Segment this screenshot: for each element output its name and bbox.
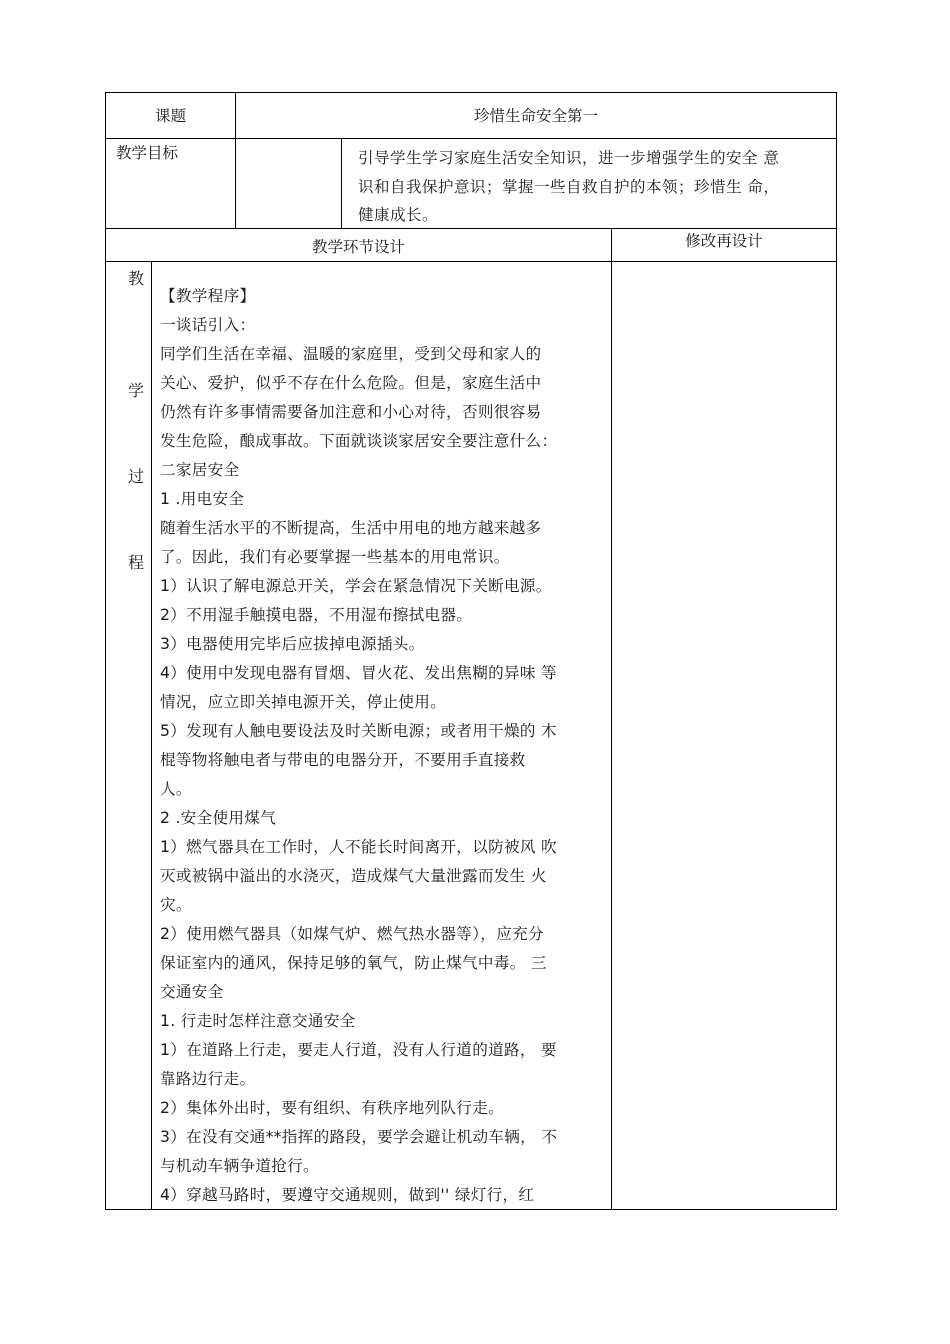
- body-line: 2）集体外出时，要有组织、有秩序地列队行走。: [160, 1099, 504, 1117]
- body-line: 1）认识了解电源总开关，学会在紧急情况下关断电源。: [160, 577, 552, 595]
- process-char-1: 教: [128, 269, 145, 288]
- table-top-border: [105, 92, 837, 93]
- body-line: 一谈话引入：: [160, 316, 256, 334]
- body-line: 灭或被锅中溢出的水浇灭，造成煤气大量泄露而发生 火: [160, 867, 547, 885]
- body-line: 4）使用中发现电器有冒烟、冒火花、发出焦糊的异味 等: [160, 664, 557, 682]
- body-line: 3）在没有交通**指挥的路段，要学会避让机动车辆， 不: [160, 1128, 558, 1146]
- body-line: 了。因此，我们有必要掌握一些基本的用电常识。: [160, 548, 510, 566]
- body-line: 棍等物将触电者与带电的电器分开，不要用手直接救: [160, 751, 526, 769]
- design-section-label: 教学环节设计: [311, 238, 405, 256]
- body-line: 1）在道路上行走，要走人行道，没有人行道的道路， 要: [160, 1041, 557, 1059]
- revise-column-divider: [611, 228, 612, 1210]
- body-line: 【教学程序】: [160, 287, 256, 305]
- body-line: 灾。: [160, 896, 192, 914]
- body-line: 与机动车辆争道抢行。: [160, 1157, 319, 1175]
- table-left-border: [105, 92, 106, 1210]
- process-label-divider: [151, 261, 152, 1210]
- row-divider-section: [105, 261, 837, 262]
- body-line: 交通安全: [160, 983, 224, 1001]
- body-line: 二家居安全: [160, 461, 240, 479]
- body-line: 1. 行走时怎样注意交通安全: [160, 1012, 356, 1030]
- topic-title: 珍惜生命安全第一: [473, 107, 598, 125]
- body-line: 2）使用燃气器具（如煤气炉、燃气热水器等），应充分: [160, 925, 544, 943]
- body-line: 人。: [160, 780, 192, 798]
- process-char-4: 程: [128, 553, 145, 572]
- table-right-border: [836, 92, 837, 1210]
- body-line: 情况，应立即关掉电源开关，停止使用。: [160, 693, 447, 711]
- body-line: 4）穿越马路时，要遵守交通规则，做到'' 绿灯行，红: [160, 1186, 535, 1204]
- body-line: 随着生活水平的不断提高，生活中用电的地方越来越多: [160, 519, 542, 537]
- objective-line-3: 健康成长。: [358, 206, 439, 224]
- topic-label: 课题: [154, 107, 186, 125]
- objective-line-1: 引导学生学习家庭生活安全知识，进一步增强学生的安全 意: [358, 149, 780, 167]
- objective-label: 教学目标: [116, 144, 179, 162]
- body-line: 同学们生活在幸福、温暖的家庭里，受到父母和家人的: [160, 345, 542, 363]
- revise-section-label: 修改再设计: [685, 232, 763, 250]
- body-line: 关心、爱护，似乎不存在什么危险。但是，家庭生活中: [160, 374, 542, 392]
- body-line: 3）电器使用完毕后应拔掉电源插头。: [160, 635, 425, 653]
- body-line: 5）发现有人触电要设法及时关断电源；或者用干燥的 木: [160, 722, 557, 740]
- body-line: 保证室内的通风，保持足够的氧气，防止煤气中毒。 三: [160, 954, 547, 972]
- objective-inner-divider: [341, 138, 342, 229]
- objective-line-2: 识和自我保护意识；掌握一些自救自护的本领；珍惜生 命，: [358, 178, 780, 196]
- process-char-3: 过: [128, 467, 145, 486]
- lesson-body: [160, 282, 606, 1210]
- body-line: 仍然有许多事情需要备加注意和小心对待，否则很容易: [160, 403, 542, 421]
- body-line: 1）燃气器具在工作时，人不能长时间离开，以防被风 吹: [160, 838, 557, 856]
- body-line: 2）不用湿手触摸电器，不用湿布擦拭电器。: [160, 606, 473, 624]
- body-line: 发生危险，酿成事故。下面就谈谈家居安全要注意什么：: [160, 432, 558, 450]
- row-divider-objective: [105, 228, 837, 229]
- body-line: 1 .用电安全: [160, 490, 245, 508]
- process-char-2: 学: [128, 381, 145, 400]
- body-line: 靠路边行走。: [160, 1070, 256, 1088]
- body-line: 2 .安全使用煤气: [160, 809, 277, 827]
- row-divider-topic: [105, 138, 837, 139]
